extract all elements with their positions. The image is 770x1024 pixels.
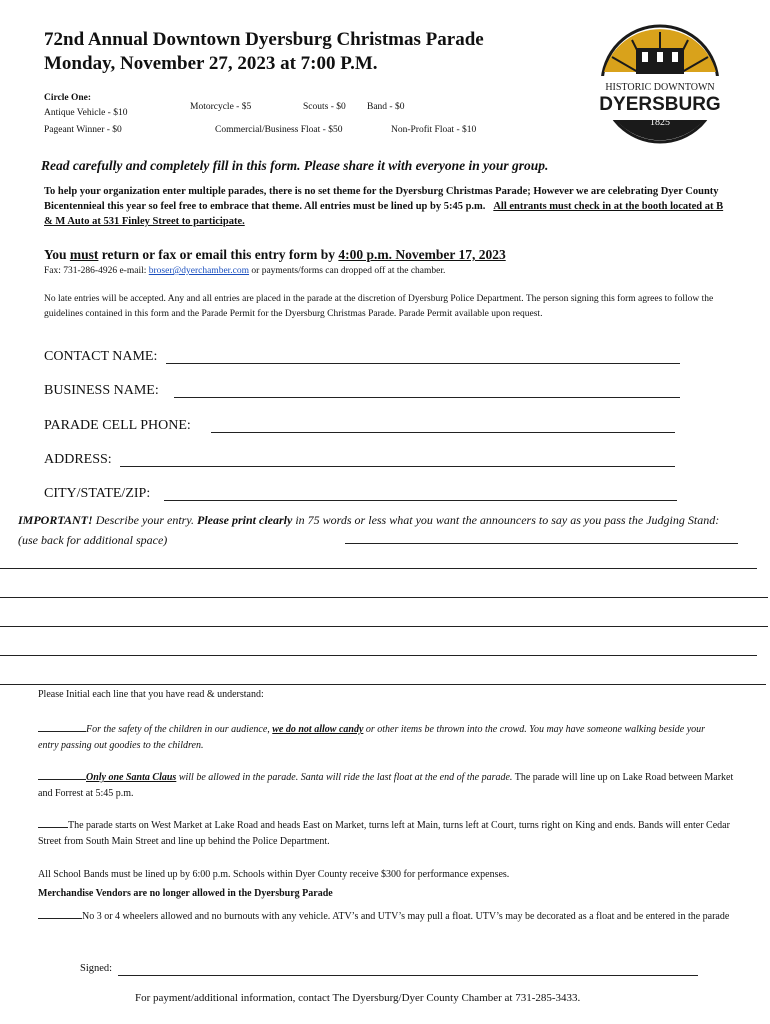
route-rule	[38, 817, 740, 850]
return-deadline-line	[44, 247, 506, 263]
bands-rule: All School Bands must be lined up by 6:00 p.m. Schools within Dyer County receive $300 for performance expenses.	[38, 869, 510, 880]
return-middle: return or fax or email this entry form by	[98, 247, 339, 262]
return-must: must	[69, 247, 99, 262]
important-print-clearly: Please print clearly	[197, 513, 293, 527]
category-pageant: Pageant Winner - $0	[44, 125, 122, 135]
business-name-label: BUSINESS NAME:	[44, 383, 159, 398]
city-state-zip-line[interactable]	[164, 500, 677, 501]
route-text: The parade starts on West Market at Lake Road and heads East on Market, turns left at Main, turns left at Court, turns right on King and ends. Bands will enter Cedar Street from South Main Street and line up behind the Police Department.	[38, 820, 730, 847]
description-line-2[interactable]	[0, 597, 768, 598]
wheelers-initial-blank[interactable]	[38, 908, 82, 919]
category-antique: Antique Vehicle - $10	[44, 108, 128, 118]
category-nonprofit: Non-Profit Float - $10	[391, 125, 477, 135]
city-state-zip-label: CITY/STATE/ZIP:	[44, 486, 151, 501]
no-late-entries-paragraph: No late entries will be accepted. Any and all entries are placed in the parade at the discretion of Dyersburg Police Department. The person signing this form agrees to follow the guidelines contained in this form and the Parade Permit for the Dyersburg Christmas Parade. Parade Permit available upon request.	[44, 294, 714, 319]
candy-initial-blank[interactable]	[38, 721, 86, 732]
category-scouts: Scouts - $0	[303, 102, 346, 112]
santa-bold: Only one Santa Claus	[86, 772, 177, 783]
important-text1: Describe your entry.	[92, 513, 197, 527]
theme-paragraph	[44, 184, 726, 229]
description-line-1[interactable]	[0, 568, 757, 569]
wheelers-rule	[38, 907, 740, 927]
circle-one-label: Circle One:	[44, 93, 92, 103]
read-carefully-heading: Read carefully and completely fill in this form. Please share it with everyone in your group.	[41, 158, 549, 173]
category-commercial: Commercial/Business Float - $50	[215, 125, 343, 135]
important-label: IMPORTANT!	[18, 513, 93, 527]
fax-label: Fax: 731-286-4926 e-mail:	[44, 266, 149, 276]
return-prefix: You	[44, 247, 70, 262]
signed-label: Signed:	[80, 963, 113, 974]
footer-contact: For payment/additional information, contact The Dyersburg/Dyer County Chamber at 731-285-3433.	[135, 992, 581, 1004]
candy-text-post: or other items be thrown into the crowd. You may have someone walking beside your entry passing out goodies to the children.	[38, 724, 706, 751]
important-text2: in 75 words or less what you want the announcers to say as you pass the Judging Stand: (use back for additional space)	[18, 513, 720, 547]
santa-rule	[38, 769, 740, 802]
category-motorcycle: Motorcycle - $5	[190, 102, 252, 112]
description-line-3[interactable]	[0, 626, 768, 627]
logo-name: DYERSBURG	[599, 94, 721, 115]
santa-plain: The parade will line up on Lake Road between Market and Forrest at 5:45 p.m.	[38, 772, 734, 799]
contact-name-line[interactable]	[166, 363, 680, 364]
signature-line[interactable]	[118, 975, 698, 976]
contact-name-label: CONTACT NAME:	[44, 349, 158, 364]
vendors-rule: Merchandise Vendors are no longer allowed in the Dyersburg Parade	[38, 888, 333, 899]
theme-text: To help your organization enter multiple parades, there is no set theme for the Dyersburg Christmas Parade; However we are celebrating Dyer County Bicentennieal this year so feel free to embrace that theme. All entries must be lined up by 5:45 p.m.	[44, 186, 719, 212]
description-line-5[interactable]	[0, 684, 766, 685]
initial-intro: Please Initial each line that you have read & understand:	[38, 689, 264, 700]
candy-bold: we do not allow candy	[272, 724, 364, 735]
after-email: or payments/forms can dropped off at the chamber.	[249, 266, 446, 276]
email-link[interactable]: broser@dyerchamber.com	[148, 266, 250, 276]
check-in-instruction: All entrants must check in at the booth located at B & M Auto at 531 Finley Street to participate.	[44, 201, 724, 227]
description-line-4[interactable]	[0, 655, 757, 656]
wheelers-text: No 3 or 4 wheelers allowed and no burnouts with any vehicle. ATV’s and UTV’s may pull a float. UTV’s may be decorated as a float and be entered in the parade	[82, 911, 730, 922]
description-line-0[interactable]	[345, 543, 738, 544]
important-paragraph	[18, 510, 740, 550]
parade-cell-phone-line[interactable]	[211, 432, 675, 433]
address-label: ADDRESS:	[44, 452, 112, 467]
candy-text-pre: For the safety of the children in our audience,	[86, 724, 273, 735]
logo-top-text: HISTORIC DOWNTOWN	[605, 82, 715, 93]
santa-italic: will be allowed in the parade. Santa will ride the last float at the end of the parade.	[176, 772, 513, 783]
route-initial-blank[interactable]	[38, 817, 68, 828]
santa-initial-blank[interactable]	[38, 769, 86, 780]
parade-cell-phone-label: PARADE CELL PHONE:	[44, 418, 191, 433]
logo-year: 1825	[650, 117, 670, 128]
fax-email-line	[44, 266, 445, 276]
candy-rule	[38, 721, 728, 754]
parade-date: Monday, November 27, 2023 at 7:00 P.M.	[44, 53, 378, 74]
address-line[interactable]	[120, 466, 675, 467]
business-name-line[interactable]	[174, 397, 680, 398]
category-band: Band - $0	[367, 102, 405, 112]
parade-title: 72nd Annual Downtown Dyersburg Christmas Parade	[44, 29, 484, 50]
historic-downtown-dyersburg-logo	[592, 22, 728, 146]
return-deadline: 4:00 p.m. November 17, 2023	[338, 247, 506, 262]
